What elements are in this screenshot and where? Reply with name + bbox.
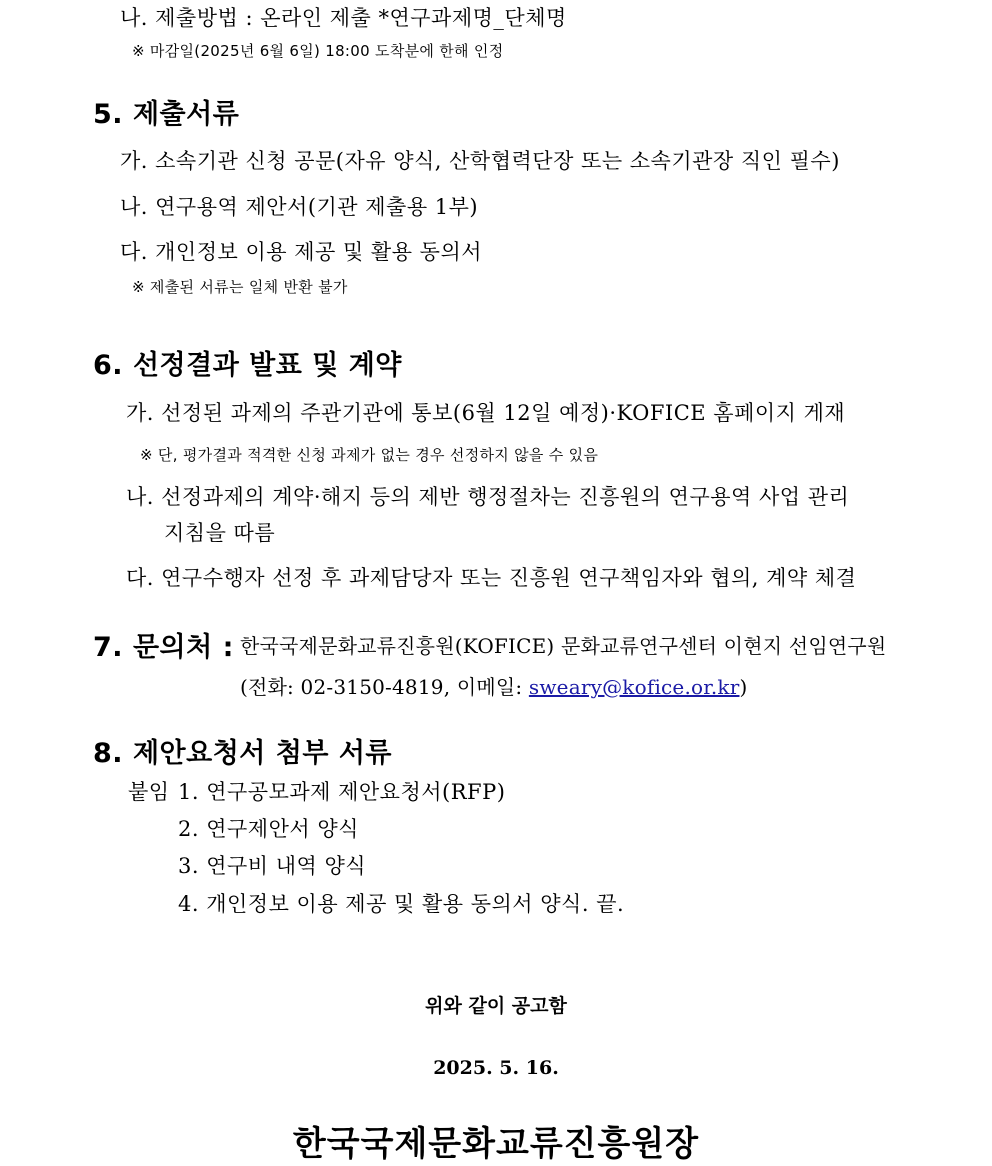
section-5-item-a: 가. 소속기관 신청 공문(자유 양식, 산학협력단장 또는 소속기관장 직인 필수) [120,149,840,173]
section-5-item-c: 다. 개인정보 이용 제공 및 활용 동의서 [120,240,483,264]
section-6-item-c: 다. 연구수행자 선정 후 과제담당자 또는 진흥원 연구책임자와 협의, 계약 체결 [126,566,857,590]
section-5-item-b: 나. 연구용역 제안서(기관 제출용 1부) [120,195,479,219]
announcement-date: 2025. 5. 16. [433,1057,559,1079]
contact-line: 한국국제문화교류진흥원(KOFICE) 문화교류연구센터 이현지 선임연구원 [240,634,887,658]
section-6-note: ※ 단, 평가결과 적격한 신청 과제가 없는 경우 선정하지 않을 수 있음 [140,446,599,464]
attachment-4: 4. 개인정보 이용 제공 및 활용 동의서 양식. 끝. [178,892,625,916]
attachment-label: 붙임 [128,780,170,804]
contact-email-link[interactable]: sweary@kofice.or.kr [528,675,740,699]
section-6-item-b-line1: 나. 선정과제의 계약·해지 등의 제반 행정절차는 진흥원의 연구용역 사업 관리 [126,485,850,509]
attachment-3: 3. 연구비 내역 양식 [178,854,367,878]
section-6-item-a: 가. 선정된 과제의 주관기관에 통보(6월 12일 예정)·KOFICE 홈페이지 게재 [126,401,846,425]
section-5-heading: 5. 제출서류 [93,99,240,130]
section-6-heading: 6. 선정결과 발표 및 계약 [93,350,402,381]
deadline-note: ※ 마감일(2025년 6월 6일) 18:00 도착분에 한해 인정 [132,42,504,60]
section-6-item-b-line2: 지침을 따름 [164,521,276,545]
section-8-heading: 8. 제안요청서 첨부 서류 [93,738,392,769]
contact-details [240,671,748,700]
section-5-note: ※ 제출된 서류는 일체 반환 불가 [132,278,348,296]
attachment-2: 2. 연구제안서 양식 [178,817,359,841]
contact-phone-text: (전화: 02-3150-4819, 이메일: [240,675,529,699]
section-7-heading: 7. 문의처 : [93,632,234,663]
closing-statement: 위와 같이 공고함 [425,995,567,1017]
attachment-1: 1. 연구공모과제 제안요청서(RFP) [178,780,506,804]
contact-closing-paren: ) [739,675,748,699]
submission-method-item: 나. 제출방법 : 온라인 제출 *연구과제명_단체명 [120,6,567,30]
issuer-signature: 한국국제문화교류진흥원장 [292,1124,700,1164]
